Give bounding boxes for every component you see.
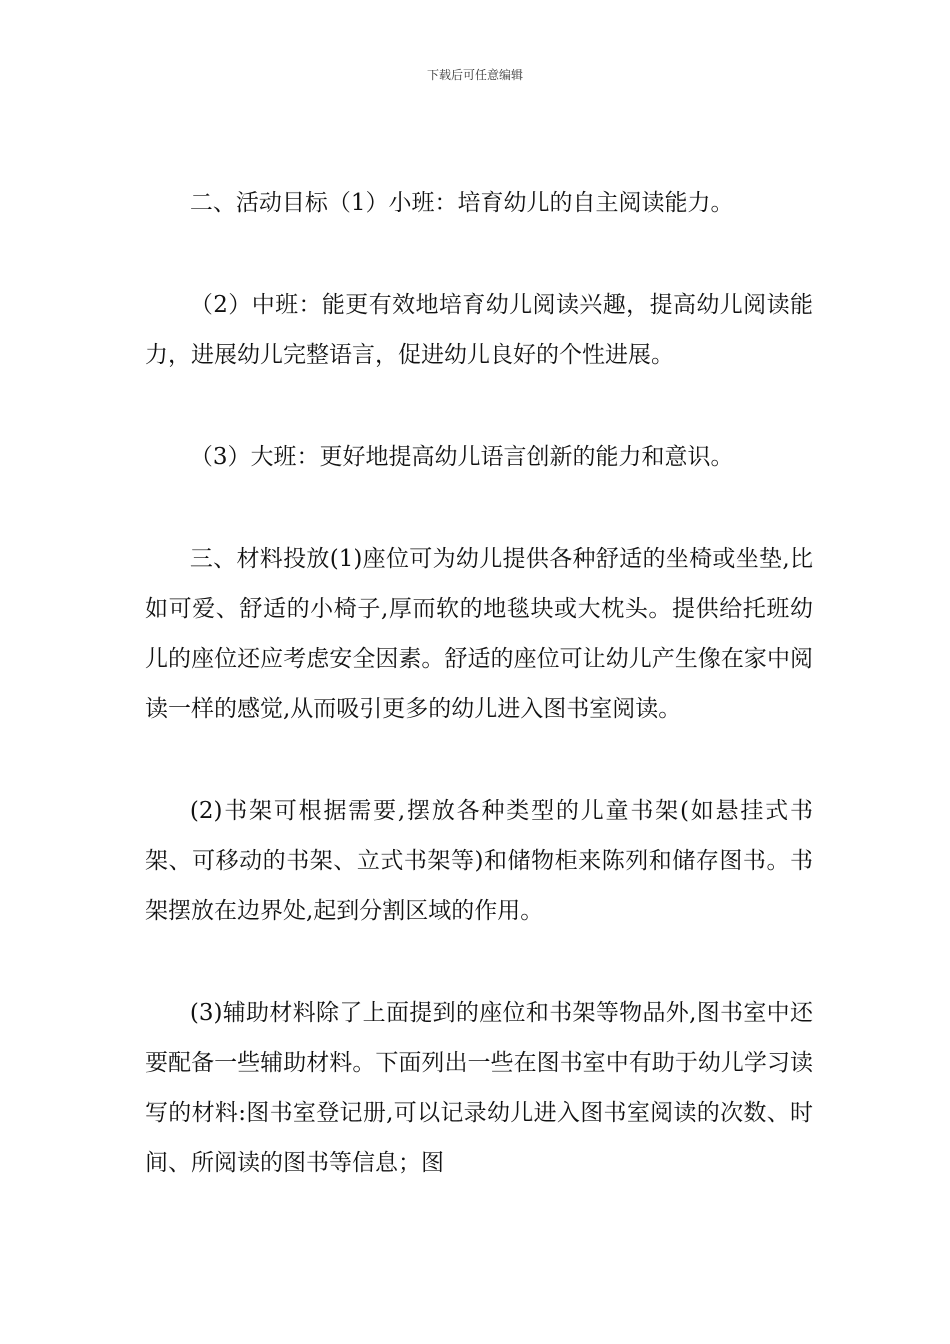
paragraph-goals-middle-class: （2）中班：能更有效地培育幼儿阅读兴趣，提高幼儿阅读能力，进展幼儿完整语言，促进幼儿良好的个性进展。 — [145, 292, 813, 368]
paragraph-materials-auxiliary: (3)辅助材料除了上面提到的座位和书架等物品外,图书室中还要配备一些辅助材料。下面列出一些在图书室中有助于幼儿学习读写的材料:图书室登记册,可以记录幼儿进入图书室阅读的次数、时间、所阅读的图书等信息；图 — [145, 1000, 813, 1176]
page-header: 下载后可任意编辑 — [426, 68, 523, 82]
paragraph-goals-small-class: 二、活动目标（1）小班：培育幼儿的自主阅读能力。 — [189, 190, 734, 216]
paragraph-goals-large-class: （3）大班：更好地提高幼儿语言创新的能力和意识。 — [189, 444, 734, 470]
document-body — [145, 178, 813, 1240]
paragraph-materials-bookshelves: (2)书架可根据需要,摆放各种类型的儿童书架(如悬挂式书架、可移动的书架、立式书架等)和储物柜来陈列和储存图书。书架摆放在边界处,起到分割区域的作用。 — [145, 798, 813, 924]
paragraph-materials-seats: 三、材料投放(1)座位可为幼儿提供各种舒适的坐椅或坐垫,比如可爱、舒适的小椅子,厚而软的地毯块或大枕头。提供给托班幼儿的座位还应考虑安全因素。舒适的座位可让幼儿产生像在家中阅读一样的感觉,从而吸引更多的幼儿进入图书室阅读。 — [145, 546, 813, 722]
